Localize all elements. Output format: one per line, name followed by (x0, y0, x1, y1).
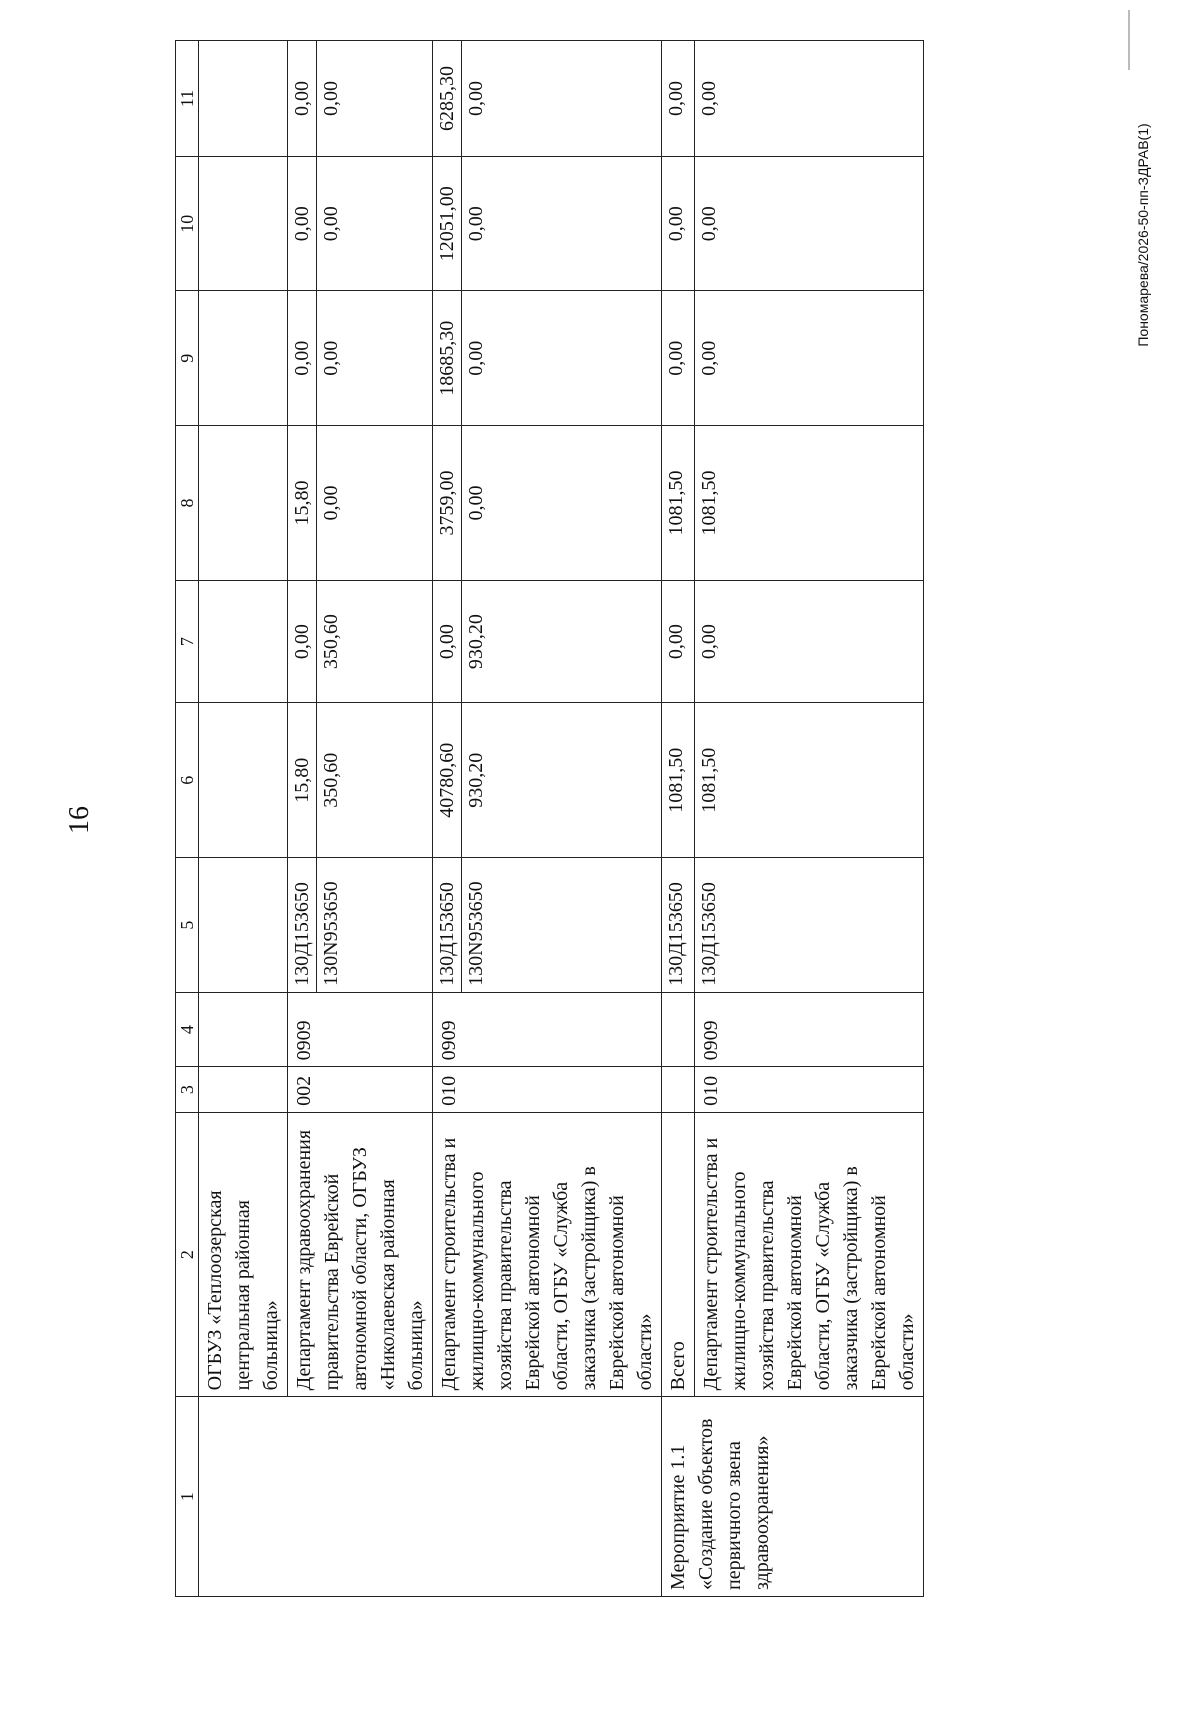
column-header: 4 (176, 992, 199, 1066)
amount-value: 1081,50 (698, 747, 720, 813)
page-number: 16 (64, 806, 95, 834)
amount-value: 0,00 (698, 340, 720, 376)
table-row (433, 41, 662, 1597)
amount-cell (199, 581, 288, 703)
table-row (288, 41, 433, 1597)
amount-cell (288, 41, 433, 157)
table-body (199, 41, 924, 1597)
amount-cell (662, 156, 695, 290)
amount-value: 350,60 (316, 581, 345, 702)
column-header: 2 (176, 1112, 199, 1397)
article-code: 130Д153650 (436, 882, 458, 986)
amount-cell (433, 425, 662, 580)
executor-cell: Департамент строительства и жилищно-коммунального хозяйства правительства Еврейской автономной области, ОГБУ «Служба заказчика (застройщика) в Еврейской автономной области» (695, 1112, 924, 1397)
amount-value: 0,00 (698, 624, 720, 660)
amount-cell (199, 291, 288, 425)
article-code: 130N953650 (461, 858, 490, 991)
gr-code-cell (199, 1067, 288, 1113)
column-header: 1 (176, 1397, 199, 1597)
table-row (199, 41, 288, 1597)
amount-cell (288, 291, 433, 425)
amount-value: 1081,50 (698, 470, 720, 536)
amount-value: 0,00 (316, 41, 345, 156)
gr-code-cell (662, 1067, 695, 1113)
amount-value: 930,20 (461, 581, 490, 702)
amount-cell (433, 41, 662, 157)
column-header: 7 (176, 581, 199, 703)
activity-cell: Мероприятие 1.1 «Создание объектов первичного звена здравоохранения» (662, 1397, 924, 1597)
column-header: 6 (176, 703, 199, 858)
amount-cell (695, 156, 924, 290)
amount-value: 350,60 (316, 703, 345, 857)
target-article-cell (288, 858, 433, 992)
target-article-cell (433, 858, 662, 992)
budget-table (175, 40, 924, 1597)
gr-code-cell: 010 (695, 1067, 924, 1113)
section-code-cell: 0909 (695, 992, 924, 1066)
amount-value: 0,00 (665, 80, 687, 116)
amount-cell (288, 581, 433, 703)
article-code: 130Д153650 (291, 882, 313, 986)
amount-value: 0,00 (698, 80, 720, 116)
amount-value: 0,00 (665, 206, 687, 242)
column-header: 9 (176, 291, 199, 425)
amount-value: 1081,50 (665, 747, 687, 813)
amount-value: 0,00 (436, 624, 458, 660)
amount-value: 3759,00 (436, 470, 458, 536)
amount-value: 0,00 (665, 340, 687, 376)
rotated-table-container (175, 40, 1115, 1597)
amount-value: 0,00 (316, 426, 345, 580)
amount-cell (662, 41, 695, 157)
amount-cell (199, 156, 288, 290)
target-article-cell (199, 858, 288, 992)
section-code-cell (199, 992, 288, 1066)
amount-cell (199, 425, 288, 580)
amount-cell (695, 703, 924, 858)
header-row (176, 41, 199, 1597)
section-code-cell (662, 992, 695, 1066)
amount-value: 930,20 (461, 703, 490, 857)
amount-value: 0,00 (316, 291, 345, 424)
executor-cell: Департамент строительства и жилищно-коммунального хозяйства правительства Еврейской автономной области, ОГБУ «Служба заказчика (застройщика) в Еврейской автономной области» (433, 1112, 662, 1397)
article-code: 130Д153650 (665, 882, 687, 986)
amount-cell (695, 425, 924, 580)
amount-value: 0,00 (316, 157, 345, 290)
amount-cell (433, 291, 662, 425)
target-article-cell (695, 858, 924, 992)
activity-cell (199, 1397, 662, 1597)
column-header: 8 (176, 425, 199, 580)
amount-cell (433, 703, 662, 858)
amount-cell (288, 425, 433, 580)
column-header: 11 (176, 41, 199, 157)
amount-value: 0,00 (665, 624, 687, 660)
amount-value: 0,00 (461, 426, 490, 580)
amount-value: 0,00 (698, 206, 720, 242)
amount-cell (199, 41, 288, 157)
amount-value: 0,00 (291, 624, 313, 660)
column-header: 5 (176, 858, 199, 992)
gr-code-cell: 010 (433, 1067, 662, 1113)
amount-cell (695, 581, 924, 703)
amount-value: 0,00 (461, 291, 490, 424)
section-code-cell: 0909 (288, 992, 433, 1066)
amount-cell (662, 581, 695, 703)
amount-value: 0,00 (291, 206, 313, 242)
article-code: 130N953650 (316, 858, 345, 991)
amount-cell (695, 291, 924, 425)
executor-cell: Всего (662, 1112, 695, 1397)
amount-value: 0,00 (461, 41, 490, 156)
amount-value: 18685,30 (436, 320, 458, 396)
executor-cell: Департамент здравоохранения правительства Еврейской автономной области, ОГБУЗ «Николаевская районная больница» (288, 1112, 433, 1397)
amount-cell (662, 425, 695, 580)
amount-value: 6285,30 (436, 65, 458, 131)
amount-value: 0,00 (461, 157, 490, 290)
column-header: 10 (176, 156, 199, 290)
target-article-cell (662, 858, 695, 992)
amount-value: 40780,60 (436, 742, 458, 818)
amount-value: 12051,00 (436, 186, 458, 262)
amount-cell (433, 156, 662, 290)
gr-code-cell: 002 (288, 1067, 433, 1113)
amount-cell (662, 291, 695, 425)
column-header: 3 (176, 1067, 199, 1113)
amount-value: 15,80 (291, 757, 313, 803)
table-row (695, 41, 924, 1597)
executor-cell: ОГБУЗ «Теплоозерская центральная районная больница» (199, 1112, 288, 1397)
amount-value: 0,00 (291, 340, 313, 376)
scan-edge-mark (1128, 10, 1130, 70)
amount-cell (433, 581, 662, 703)
amount-cell (695, 41, 924, 157)
amount-cell (662, 703, 695, 858)
amount-cell (288, 156, 433, 290)
amount-value: 1081,50 (665, 470, 687, 536)
footer-document-id: Пономарева/2026-50-пп-ЗДРАВ(1) (1135, 123, 1151, 347)
section-code-cell: 0909 (433, 992, 662, 1066)
amount-value: 15,80 (291, 480, 313, 526)
amount-value: 0,00 (291, 80, 313, 116)
amount-cell (288, 703, 433, 858)
table-row (662, 41, 695, 1597)
amount-cell (199, 703, 288, 858)
article-code: 130Д153650 (698, 882, 720, 986)
